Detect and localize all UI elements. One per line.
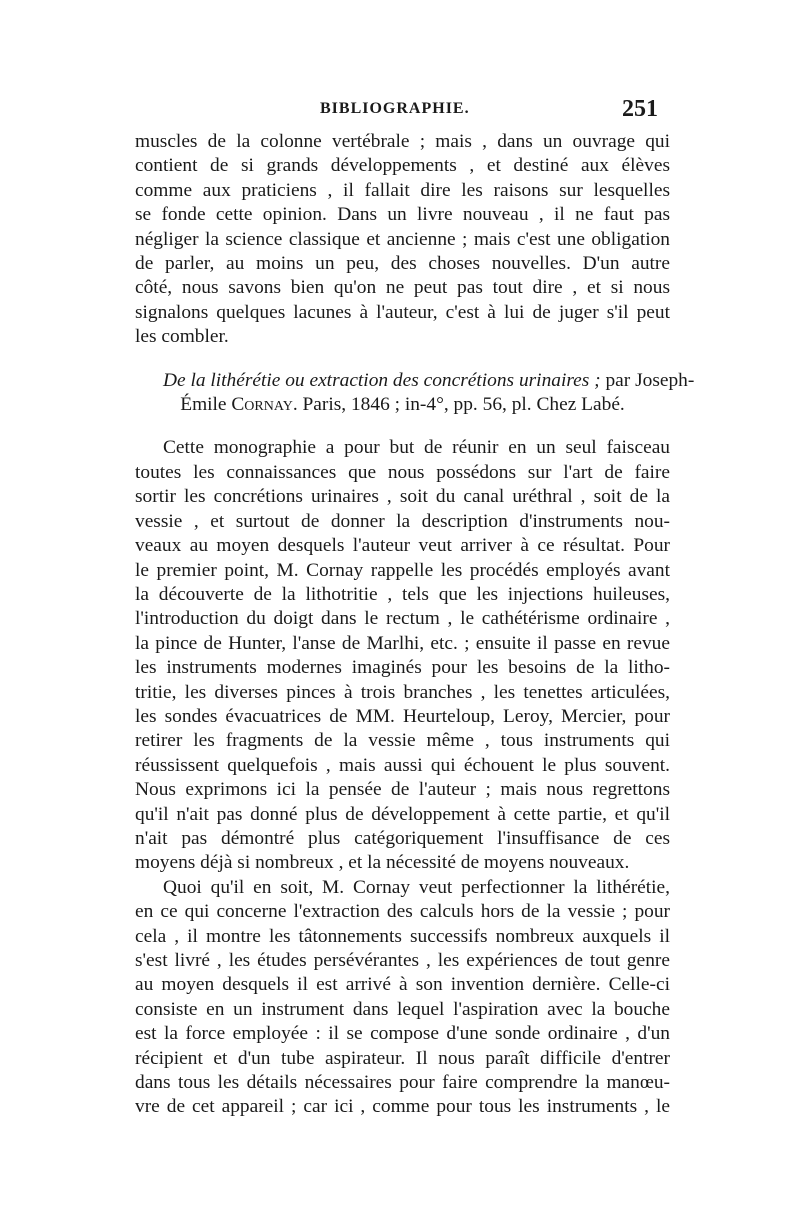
text-line: qu'il n'ait pas donné plus de développement à cette partie, et qu'il: [135, 803, 670, 825]
book-citation: [135, 369, 695, 418]
text-line: est la force employée : il se compose d'une sonde ordinaire , d'un: [135, 1023, 670, 1045]
text-line: côté, nous savons bien qu'on ne peut pas tout dire , et si nous: [135, 277, 670, 299]
text-line: les instruments modernes imaginés pour les besoins de la litho-: [135, 657, 670, 679]
text-line: signalons quelques lacunes à l'auteur, c'est à lui de juger s'il peut: [135, 301, 670, 323]
text-line: les sondes évacuatrices de MM. Heurteloup, Leroy, Mercier, pour: [135, 705, 670, 727]
citation-details: . Paris, 1846 ; in-4°, pp. 56, pl. Chez Labé.: [292, 394, 625, 416]
text-line: vessie , et surtout de donner la description d'instruments nou-: [135, 510, 670, 532]
text-line: muscles de la colonne vertébrale ; mais , dans un ouvrage qui: [135, 131, 670, 152]
text-line: le premier point, M. Cornay rappelle les procédés employés avant: [135, 559, 670, 581]
text-line: consiste en un instrument dans lequel l'aspiration avec la bouche: [135, 998, 670, 1020]
text-line: réussissent quelquefois , mais aussi qui échouent le plus souvent.: [135, 754, 670, 776]
citation-author-first: Émile: [180, 394, 232, 416]
citation-title: De la lithérétie ou extraction des concrétions urinaires ;: [163, 369, 601, 391]
text-line: dans tous les détails nécessaires pour faire comprendre la manœu-: [135, 1072, 670, 1094]
text-line: comme aux praticiens , il fallait dire les raisons sur lesquelles: [135, 179, 670, 201]
text-line: se fonde cette opinion. Dans un livre nouveau , il ne faut pas: [135, 204, 670, 226]
text-line: vre de cet appareil ; car ici , comme pour tous les instruments , le: [135, 1096, 670, 1118]
text-line: la pince de Hunter, l'anse de Marlhi, etc. ; ensuite il passe en revue: [135, 632, 670, 654]
text-line: la découverte de la lithotritie , tels que les injections huileuses,: [135, 583, 670, 605]
citation-line: [135, 393, 670, 417]
citation-author-last: Cornay: [231, 394, 293, 416]
text-line: négliger la science classique et ancienne ; mais c'est une obligation: [135, 228, 670, 250]
citation-by: par Joseph-: [600, 369, 695, 391]
text-line: Quoi qu'il en soit, M. Cornay veut perfectionner la lithérétie,: [163, 876, 670, 898]
text-line: cela , il montre les tâtonnements successifs nombreux auxquels il: [135, 925, 670, 947]
text-line: récipient et d'un tube aspirateur. Il nous paraît difficile d'entrer: [135, 1047, 670, 1069]
text-line: Cette monographie a pour but de réunir en un seul faisceau: [163, 437, 670, 459]
page-header: [135, 96, 658, 124]
citation-line: [135, 369, 695, 393]
text-line: Nous exprimons ici la pensée de l'auteur ; mais nous regrettons: [135, 779, 670, 801]
text-line: veaux au moyen desquels l'auteur veut arriver à ce résultat. Pour: [135, 535, 670, 557]
body-text: [135, 130, 695, 1120]
text-line: contient de si grands développements , et destiné aux élèves: [135, 155, 670, 177]
paragraph-intro: [135, 130, 670, 350]
text-line: les combler.: [135, 326, 229, 348]
text-line: n'ait pas démontré plus catégoriquement l'insuffisance de ces: [135, 827, 670, 849]
text-line: retirer les fragments de la vessie même , tous instruments qui: [135, 730, 670, 752]
text-line: toutes les connaissances que nous possédons sur l'art de faire: [135, 461, 670, 483]
text-line: l'introduction du doigt dans le rectum , le cathétérisme ordinaire ,: [135, 608, 670, 630]
text-line: de parler, au moins un peu, des choses nouvelles. D'un autre: [135, 253, 670, 275]
text-line: au moyen desquels il est arrivé à son invention dernière. Celle-ci: [135, 974, 670, 996]
paragraph-review: [135, 436, 670, 875]
text-line: moyens déjà si nombreux , et la nécessité de moyens nouveaux.: [135, 852, 630, 874]
page-number: 251: [622, 96, 658, 122]
running-head: BIBLIOGRAPHIE.: [320, 100, 470, 117]
paragraph-instrument: [135, 876, 670, 1120]
text-line: tritie, les diverses pinces à trois branches , les tenettes articulées,: [135, 681, 670, 703]
text-line: s'est livré , les études persévérantes , les expériences de tout genre: [135, 950, 670, 971]
text-line: sortir les concrétions urinaires , soit du canal uréthral , soit de la: [135, 486, 670, 508]
text-line: en ce qui concerne l'extraction des calculs hors de la vessie ; pour: [135, 901, 670, 923]
